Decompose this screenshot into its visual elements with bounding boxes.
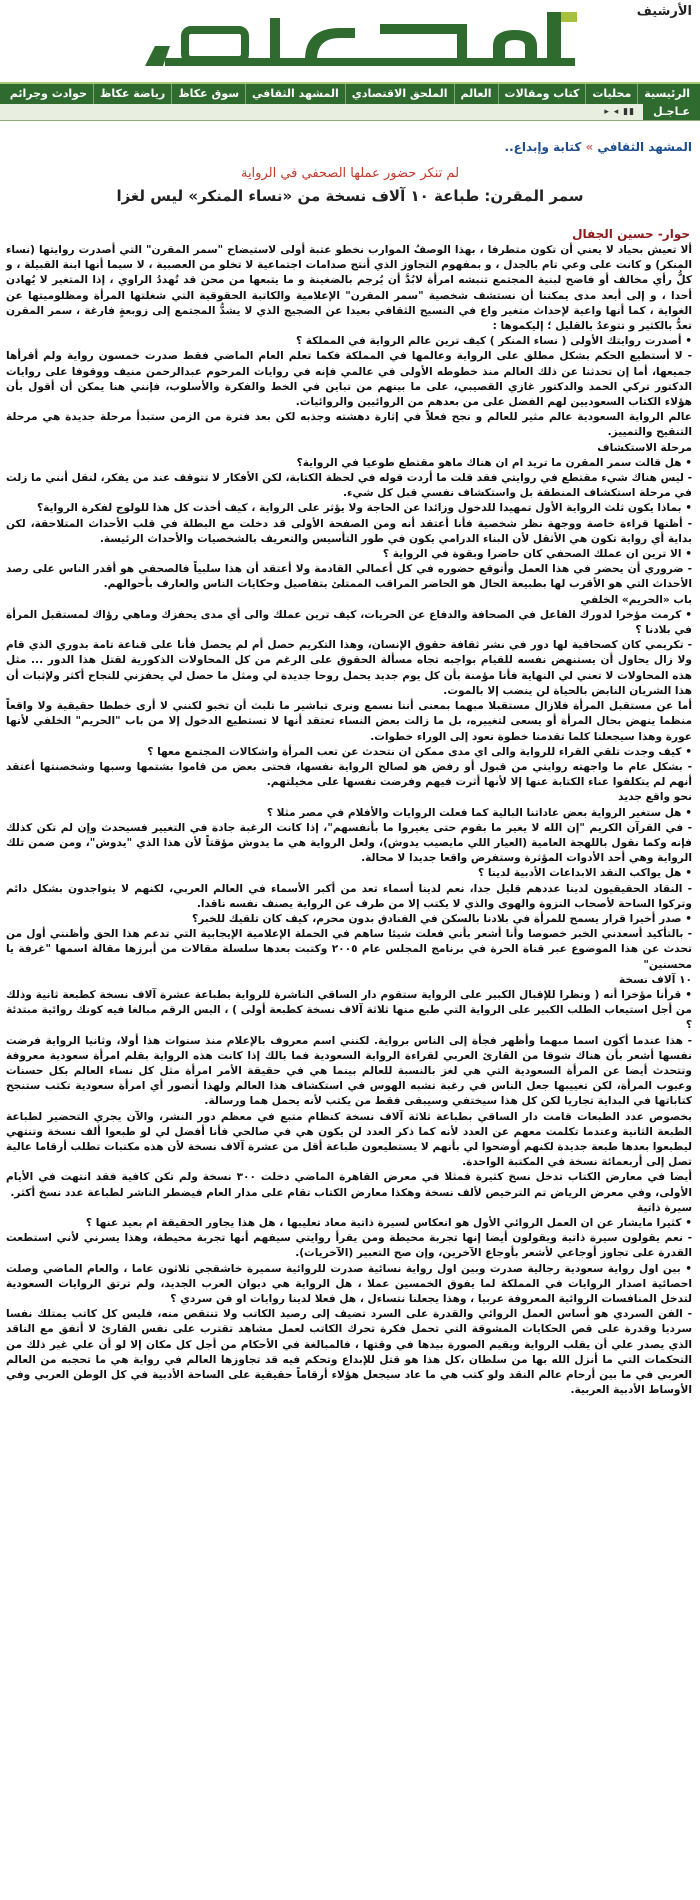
archive-link[interactable]: الأرشيف [636,4,692,19]
okaz-logo-graphic [0,10,585,72]
article-paragraph: - ضروري أن يحضر في هذا العمل وأتوقع حضوره في كل أعمالي القادمة ولا أعتقد أن هذا سلبياً فالصحفي هو أقدر الناس على رصد الأحداث التي هو الأقرب لها بطبيعة الحال هو الحاضر المراقب الممتلئ بتفاصيل وحكايات الناس والعارف بأحوالهم. [6,563,692,591]
article-paragraph: بخصوص عدد الطبعات قامت دار الساقي بطباعة ثلاثة آلاف نسخة كنظام متبع في معظم دور النشر، والآن يجري التحضير لطباعة الطبعة الثانية وعندما تكلمت معهم عن العدد لأنه كما ذكر العدد لن يكون هي في صالحي فأنا أفضل لي لو طبعوا ألف نسخة وتنتهي ليطبعوا بعدها طبعة جديدة لكنهم أوضحوا لي بأنهم لا يستطيعون طباعة أقل من عشرة آلاف نسخة لأن هذه مكتبات تطلب أرقاما عالية تصل إلى أربعمائة نسخة في المكتبة الواحدة. [6,1110,692,1169]
article-paragraph: • الا ترين ان عملك الصحفي كان حاضرا وبقوة في الرواية ؟ [382,548,692,561]
article-paragraph: • بماذا يكون ثلث الرواية الأول تمهيدا للدخول وزائدا عن الحاجة ولا يؤثر على الرواية ، كيف أخذت كل هذا للولوج لفكرة الرواية؟ [36,502,692,515]
article-paragraph: نحو واقع جديد [618,791,692,804]
article-paragraph: أيضا في معارض الكتاب تدخل نسخ كثيرة فمثلا في معرض القاهرة الماضي دخلت ٣٠٠ نسخة ولم تكن كافية فقد انتهت في الأيام الأولى، وفي معرض الرياض تم الترخيص لألف نسخة وهكذا معارض الكتاب تقام على مدار العام فيضطر الناشر لطباعة عدد نسخ أكثر. [6,1171,692,1199]
nav-item-local[interactable]: محليات [585,84,637,104]
article-paragraph: - أظنها قراءة خاصة ووجهة نظر شخصية فأنا أعتقد أنه ومن الصفحة الأولى قد دخلت مع البطلة في قلب الأحداث المتلاحقة، لكن بداية أي رواية تكون هي الأثقل لأن البناء الدرامي يكون في طور التأسيس والتعريف بالشخصيات والأحداث الرئيسة. [6,517,692,545]
nav-item-home[interactable]: الرئيسية [637,84,696,104]
article-paragraph: - نعم يقولون سيرة ذاتية ويقولون أيضا إنها تجربة محيطة ومن يقرأ روايتي سيفهم أنها تجربة محيطة، وهذا يسرني لأني استطعت القدرة على تجاوز أوجاعي لأشعر بأوجاع الآخرين، وإن صح التعبير (الآخريات). [6,1232,692,1260]
article-paragraph: مرحلة الاستكشاف [597,441,692,454]
main-nav [0,82,700,104]
article-body [0,241,700,1398]
breadcrumb [0,140,700,160]
breadcrumb-subsection[interactable]: كتابة وإبداع.. [504,140,582,154]
article-paragraph: - الفن السردي هو أساس العمل الروائي والقدرة على السرد تضيف إلى رصيد الكاتب ولا تنتقص منه، فليس كل كاتب يمتلك نفسا سرديا وقدرة على قص الحكايات المشوقة التي تحمل فكرة تحرك الكاتب لعمل مشاهد تقترب على نفس القارئ لا أتفق مع الناقد الذي يصدر علي أن يقلب الرواية ويقيم الصورة بيدها في وقتها ، فالمبالغة في الأحكام من أجل كل مكان إلا لو أن علي غير ذلك من التحكمات التي ما أنزل الله بها من سلطان ،كل هذا هو قتل للإبداع وتحكم فيه قد تجاوزها العالم في رواية هي ما تحجبه من العالم العربي في ما بين أرحام عالم النقد ولو كتب هي ما عاد سيجعل هؤلاء أرقاماً حقيقية على الساحة الأدبية في كل الوطن العربي وفي الأوساط الأدبية العربية. [6,1308,692,1397]
article-paragraph: • صدر أخيرا قرار يسمح للمرأة في بلادنا بالسكن في الفنادق بدون محرم، كيف كان تلقيك للخبر؟ [192,912,692,925]
article-paragraph: سيرة ذاتية [636,1201,692,1214]
okaz-logo[interactable] [0,10,585,70]
article-byline: حوار- حسين الجفال [572,227,690,241]
article-paragraph: - النقاد الحقيقيون لدينا عددهم قليل جدا، نعم لدينا أسماء تعد من أكبر الأسماء في العالم العربي، لكنهم لا يتواجدون بشكل دائم وتركوا الساحة لأصحاب النزوة والهوى والذي لا يكتب إلا من طرف عن الرواية يصنف نفسه ناقدا. [6,882,692,910]
nav-item-world[interactable]: العالم [454,84,498,104]
nav-item-economy[interactable]: الملحق الاقتصادي [345,84,454,104]
breadcrumb-separator: » [581,140,598,154]
article-paragraph: - بشكل عام ما واجهته روايتي من قبول أو رفض هو لصالح الرواية نفسها، فحتى بعض من قاموا بشتمها وسبها وشخصنتها أعتقد أنهم لم يتكلفوا عناء الكتابة عنها إلا لأنها أثرت فيهم وفرضت نفسها على مخيلتهم. [6,760,692,789]
article-paragraph: - بالتأكيد أسعدني الخبر خصوصا وأنا أشعر بأني فعلت شيئا ساهم في الحملة الإعلامية الإيجابية التي تدعم هذا الحق وأظنني أول من تحدث عن هذا الموضوع عبر قناة الحرة في برنامج المجلس عام ٢٠٠٥ وكتبت بعدها سلسلة مقالات من أبرزها مقالة اسمها "غرفة يا محسنين" [6,928,693,971]
article-paragraph: • كثيرا مايشار عن ان العمل الروائي الأول هو انعكاس لسيرة ذاتية معاد تعليبها ، هل هذا يجاور الحقيقة ام بعيد عنها ؟ [85,1217,692,1229]
breaking-label: عـاجـل [643,104,700,120]
nav-item-writers[interactable]: كتاب ومقالات [498,84,586,104]
article-kicker: لم تنكر حضور عملها الصحفي في الرواية [240,166,460,181]
article-paragraph: عالم الرواية السعودية عالم مثير للعالم و نجح فعلاً في إثارة دهشته وجذبه لكن بعد فترة من الزمن ستبدأ مرحلة جديدة هي مرحلة التنقيح والتمييز. [6,411,692,439]
article-paragraph: - في القرآن الكريم "إن الله لا يغير ما بقوم حتى يغيروا ما بأنفسهم"، إذا كانت الرغبة جادة في التغيير فسيحدث وإن لم تكن كذلك فإنه وكما نقول باللهجة العامية (العيار اللي مايصيب يدوش)، ولعل الرواية هي ما يدوش مؤقتاً لأن هذا الذي "يدوش"، ومن ضمن تلك الرواية وهي أحد الأدوات المؤثرة وستفرض واقعا جديدا لا محالة. [6,821,692,865]
article-paragraph: ١٠ آلاف نسخة [619,973,692,986]
article-paragraph: • بين اول رواية سعودية رجالية صدرت وبين اول رواية نسائية صدرت للروائية سميرة خاشقجي ثلاثون عاما ، والعام الماضي وصلت احصائية اصدار الروايات في المملكة لما يفوق الخمسين عملا ، هل الرواية هي ديوان العرب الجديد، ولم ترتق الروايات السعودية لتدخل المنافسات الروائية المعروفة عربيا ، وهذا يجعلنا نتساءل ، هل فعلا لدينا روايات او فن سردي ؟ [6,1262,692,1306]
article-paragraph: باب «الحريم» الخلفي [580,593,692,606]
breaking-ticker [0,104,700,121]
nav-item-sports[interactable]: رياضة عكاظ [93,84,171,104]
ticker-controls[interactable]: ▮▮ ◂ ▸ [604,107,636,117]
breadcrumb-section[interactable]: المشهد الثقافي [597,140,692,154]
article-paragraph: • كيف وجدت تلقي القراء للرواية والى اي مدى ممكن ان نتحدث عن تعب المرأة واشكالات المجتمع معها ؟ [147,745,692,758]
article-paragraph: ألا تعيش بحياد لا يعني أن تكون متطرفا ، بهذا الوصفُ الموارب نخطو عتبة أولى لاستيضاح "سمر المقرن" التي أصدرت روايتها (نساء المنكر) و كانت على وعي تام بالجدل ، و بمفهوم التجاوز الذي أنتج صدامات اجتماعية لا تخلو من العصبية ، لا سيما أنها ابنة القبيلة ، و كلُّ رأي مخالف أو فاضح لبنية المجتمع تنبشه امرأة لابُدَّ أن يُرجم بالضغينة و ما يتبعها من محن قد تُهددُ الراوي ، إذا المتغير لا يُهادن أحدا ، و إلى أبعد مدى يمكننا أن نستشف شخصية "سمر المقرن" الإعلامية والكاتبة الحقوقية التي شغلتها المرأة ومظلوميتها عن الغواية ، كما أنها واعية لإحداث متغير واع في النسيج الثقافي بعيدا عن الضجيج الذي لا يشدُّ المجتمع إلى زوبعةٍ فارغة ، سمر المقرن تعدُّ بالكثير و تتوعدُ بالقليل ؛ إليكموها : [6,244,692,333]
nav-item-souq[interactable]: سوق عكاظ [171,84,245,104]
article-paragraph: • قرأنا مؤخرا أنه ( ونظرا للإقبال الكبير على الرواية ستقوم دار الساقي الناشرة للرواية بطباعة عشرة آلاف نسخة كطبعة ثانية وذلك من أجل استيعاب الطلب الكبير على الرواية التي طبع منها ثلاثة آلاف نسخة كطبعة أولى ) ، اليس الرقم مبالغا فيه كونك روائية مبتدئة ؟ [6,988,692,1032]
article-paragraph: • كرمت مؤخرا لدورك الفاعل في الصحافة والدفاع عن الحريات، كيف ترين عملك والى أي مدى يحفزك وماهي رؤاك لمستقبل المرأة في بلادنا ؟ [6,608,692,637]
nav-item-crime[interactable]: حوادث وجرائم [9,87,87,100]
site-header [0,0,700,120]
article-paragraph: - هذا عندما أكون اسما مبهما وأظهر فجأة إلى الناس برواية. لكنني اسم معروف بالإعلام منذ سنوات هذا أولا، وثانيا الرواية فرضت نفسها أشعر بأن هناك شوقا من القارئ العربي لقراءة الرواية السعودية فما بالك إذا كانت هذه الرواية بقلم امرأة سعودية معروفة وتتحدث أيضا عن المرأة السعودية التي هي لغز بالنسبة للعالم بينما هي في حقيقة الأمر امرأة مثل كل نساء العالم بكل حسنات وعيوب المرأة، لكن تغييبها جعل الناس في رغبة تشبه الهوس في استكشاف هذا العالم ولهذا أتصور أي امرأة سعودية تكتب ستنجح كتاباتها في البداية تجاريا لكن كل هذا سيختفي وسيبقى فقط من يكتب لأنه يحمل هما ورسالة. [6,1034,692,1108]
article-paragraph: - تكريمي كان كصحافية لها دور في نشر ثقافة حقوق الإنسان، وهذا التكريم حصل أم لم يحصل فأنا على قناعة تامة بدوري الذي قام ولا زال يحاول أن يستنهض نفسه للقيام بواجبه تجاه مسألة الحقوق على الرغم من كل المحاولات الذكورية لقتل هذا الدور ... مثل هذه المحاولات لا تعني لي النهاية فأنا مؤمنة بأن كل يوم جديد يحمل روحا جديدة لي ومثل ما حصل لي يحفزني للنجاح أكثر ولإثبات أن هذا الشريان النابض بالحياة لن ينضب إلا بالموت. [6,639,692,697]
article-paragraph: • هل يواكب النقد الابداعات الأدبية لدينا ؟ [477,867,692,880]
article-paragraph: - ليس هناك شيء مقتطع في روايتي فقد قلت ما أردت قوله في لحظة الكتابة، لكن الأفكار لا تتوقف عند من يفكر، لنقل أنني ما زلت في مرحلة استكشاف المنطقة بل واستكشاف نفسي قبل كل شيء. [6,472,692,500]
nav-item-culture[interactable]: المشهد الثقافي [245,84,345,104]
article-paragraph: • أصدرت روايتك الأولى ( نساء المنكر ) كيف ترين عالم الرواية في المملكة ؟ [295,335,692,348]
article-title: سمر المقرن: طباعة ١٠ آلاف نسخة من «نساء المنكر» ليس لغزا [116,187,584,205]
article-paragraph: • هل ستغير الرواية بعض عاداتنا البالية كما فعلت الروايات والأفلام في مصر مثلا ؟ [266,806,692,819]
article-paragraph: - لا أستطيع الحكم بشكل مطلق على الرواية وعالمها في المملكة فكما تعلم العام الماضي فقط صدرت خمسون رواية ولم أقرأها جميعها، أما إن تحدثنا عن ذلك العالم منذ خطوطه الأولى في عالمي فإنه في روايات المرحوم عبدالرحمن منيف ووقوفا على روايات الدكتور تركي الحمد والدكتور غازي القصيبي، على ما بينهم من تباين في الخط والفكرة والأسلوب، فإنني هنا يمكن أن أقول بأن هؤلاء الكتاب السعوديين لهم الفضل على من بعدهم من الروائيين والروائيات. [6,350,692,409]
article-paragraph: • هل قالت سمر المقرن ما تريد ام ان هناك ماهو مقتطع طوعيا في الرواية؟ [296,456,692,469]
article-paragraph: أما عن مستقبل المرأة فلازال مستقبلا مبهما بمعنى أننا نسمع ونرى تباشير ما تلبث أن تخبو لكنني لا أرى خططا حقيقية ولا واقعاً منظما ينهض بحال المرأة أو يسعى لتغييره، بل ما زالت بعض النساء تعتقد أنها لا تستطيع الدخول إلا من باب "الحريم" الخلفي لأنها عورة وهذا سيجعلنا كلما تقدمنا خطوة نعود إلى الوراء خطوات. [6,700,692,743]
